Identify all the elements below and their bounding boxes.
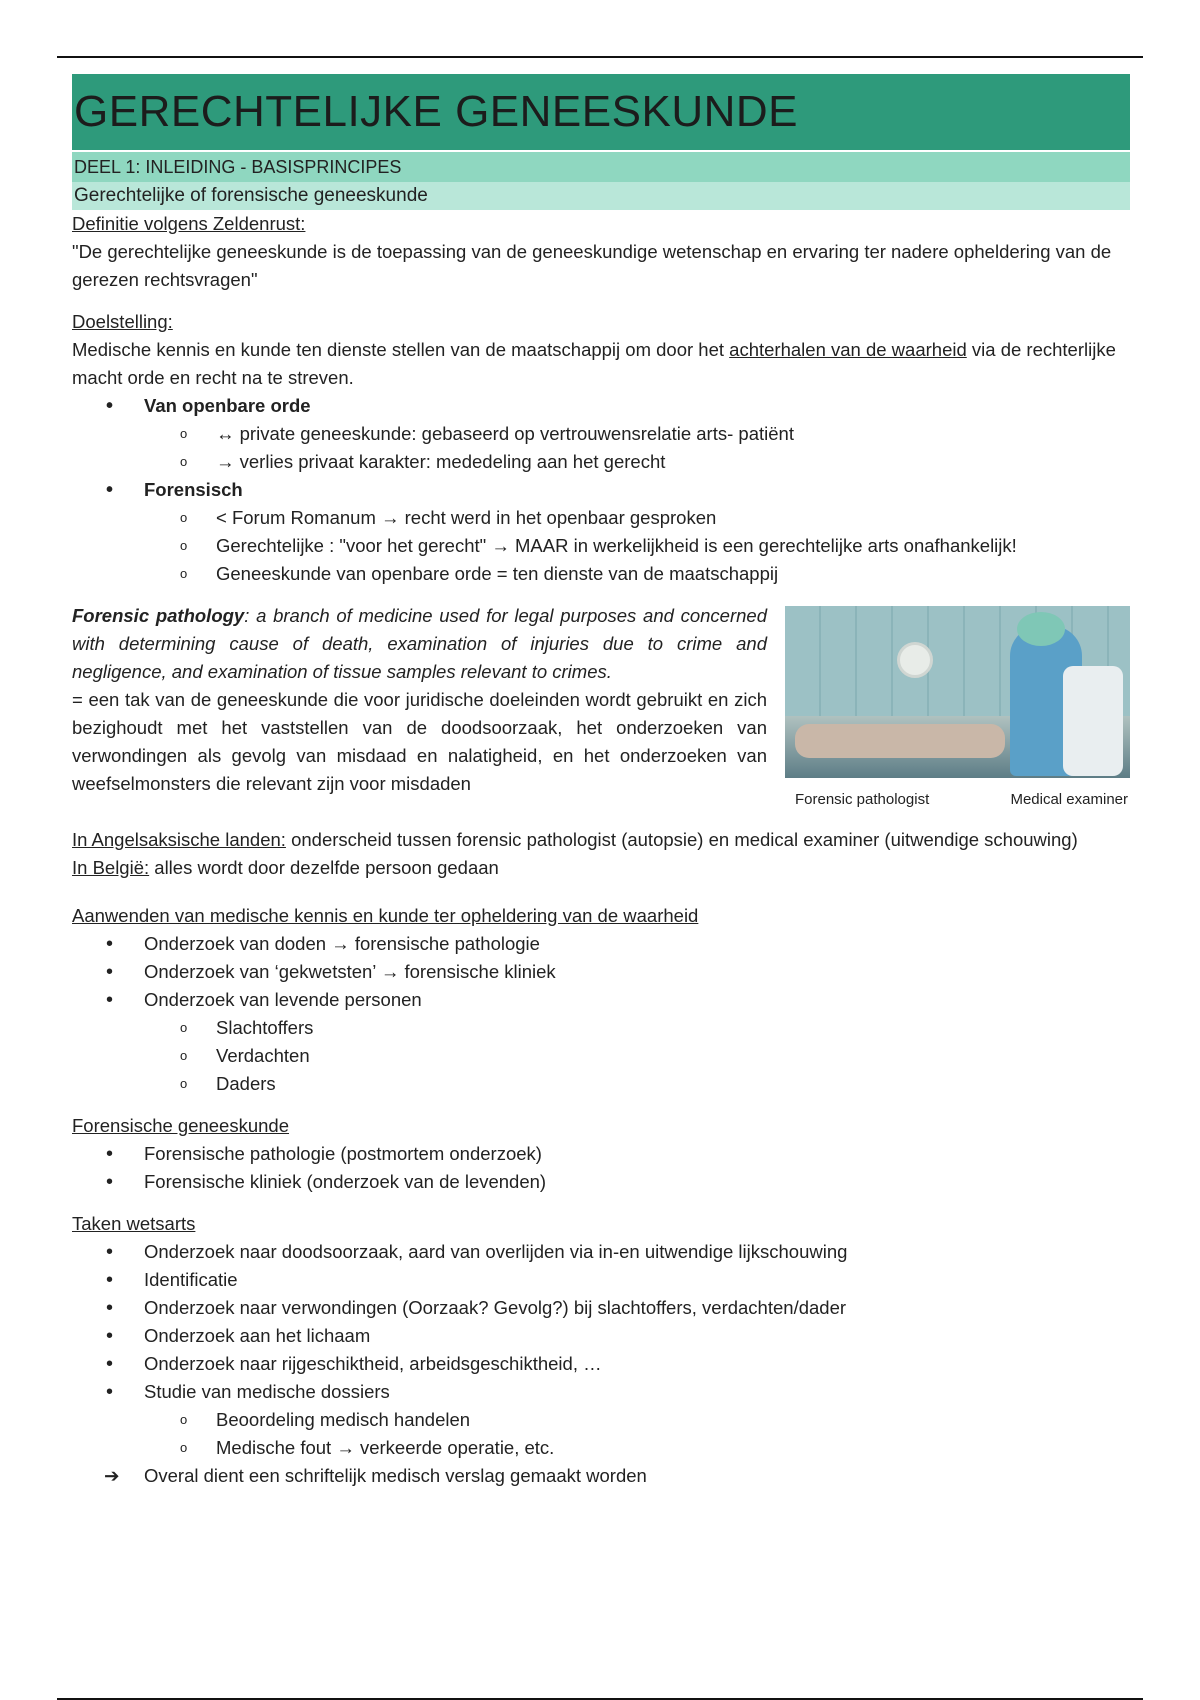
page-title: GERECHTELIJKE GENEESKUNDE xyxy=(72,74,1130,150)
list-subitem: o < Forum Romanum → recht werd in het openbaar gesproken xyxy=(72,504,1130,532)
arrow-icon: ➔ xyxy=(104,1465,120,1486)
list-item: • Onderzoek van levende personen xyxy=(72,986,1130,1014)
list-item: • Forensisch xyxy=(72,476,1130,504)
list-subitem: o Geneeskunde van openbare orde = ten dienste van de maatschappij xyxy=(72,560,1130,588)
top-rule xyxy=(57,56,1143,58)
caption-forensic-pathologist: Forensic pathologist xyxy=(795,791,930,808)
list-subitem: o Daders xyxy=(72,1070,1130,1098)
part-heading: DEEL 1: INLEIDING - BASISPRINCIPES xyxy=(72,152,1130,182)
list-item: • Onderzoek van doden → forensische pathologie xyxy=(72,930,1130,958)
list-subitem: o Verdachten xyxy=(72,1042,1130,1070)
list-item: • Identificatie xyxy=(72,1266,1130,1294)
tasks-list xyxy=(72,1238,1130,1490)
list-item: • Onderzoek naar verwondingen (Oorzaak? Gevolg?) bij slachtoffers, verdachten/dader xyxy=(72,1294,1130,1322)
list-item: • Onderzoek naar rijgeschiktheid, arbeidsgeschiktheid, … xyxy=(72,1350,1130,1378)
section-heading: Gerechtelijke of forensische geneeskunde xyxy=(72,182,1130,210)
goal-text: Medische kennis en kunde ten dienste stellen van de maatschappij om door het achterhalen van de waarheid via de rechterlijke macht orde en recht na te streven. xyxy=(72,339,1116,388)
photo-caption xyxy=(785,778,1130,814)
list-subitem: o Gerechtelijke : "voor het gerecht" → MAAR in werkelijkheid is een gerechtelijke arts onafhankelijk! xyxy=(72,532,1130,560)
conclusion-item: ➔ Overal dient een schriftelijk medisch verslag gemaakt worden xyxy=(72,1462,1130,1490)
caption-medical-examiner: Medical examiner xyxy=(1010,791,1128,808)
apply-heading: Aanwenden van medische kennis en kunde ter opheldering van de waarheid xyxy=(72,905,699,926)
list-item: • Onderzoek aan het lichaam xyxy=(72,1322,1130,1350)
forensic-definition-en: Forensic pathology: a branch of medicine used for legal purposes and concerned with determining cause of death, examination of injuries due to crime and negligence, and examination of tissue samples relevant to crimes. xyxy=(72,605,768,682)
list-item: • Forensische pathologie (postmortem onderzoek) xyxy=(72,1140,1130,1168)
forensic-medicine-heading: Forensische geneeskunde xyxy=(72,1115,290,1136)
list-subitem: o Beoordeling medisch handelen xyxy=(72,1406,1130,1434)
goal-heading: Doelstelling: xyxy=(72,311,173,332)
list-item: • Onderzoek naar doodsoorzaak, aard van overlijden via in-en uitwendige lijkschouwing xyxy=(72,1238,1130,1266)
anglo-saxon-label: In Angelsaksische landen: xyxy=(72,829,286,850)
list-item: • Forensische kliniek (onderzoek van de levenden) xyxy=(72,1168,1130,1196)
anglo-saxon-text: In Angelsaksische landen: onderscheid tussen forensic pathologist (autopsie) en medical examiner (uitwendige schouwing) xyxy=(72,829,1078,850)
list-subitem: o Medische fout → verkeerde operatie, etc. xyxy=(72,1434,1130,1462)
autopsy-figure xyxy=(785,606,1130,814)
goal-underlined: achterhalen van de waarheid xyxy=(729,339,967,360)
definition-text: "De gerechtelijke geneeskunde is de toepassing van de geneeskundige wetenschap en ervaring ter nadere opheldering van de gerezen rechtsvragen" xyxy=(72,241,1112,290)
apply-list xyxy=(72,930,1130,1098)
goal-list xyxy=(72,392,1130,588)
list-item: • Onderzoek van ‘gekwetsten’ → forensische kliniek xyxy=(72,958,1130,986)
forensic-term: Forensic pathology xyxy=(72,605,245,626)
belgium-text: In België: alles wordt door dezelfde persoon gedaan xyxy=(72,857,499,878)
list-subitem: o → verlies privaat karakter: mededeling aan het gerecht xyxy=(72,448,1130,476)
forensic-definition-nl: = een tak van de geneeskunde die voor juridische doeleinden wordt gebruikt en zich bezighoudt met het vaststellen van de doodsoorzaak, het onderzoeken van verwondingen als gevolg van misdaad en nalatigheid, en het onderzoeken van weefselmonsters die relevant zijn voor misdaden xyxy=(72,689,767,794)
list-subitem: o Slachtoffers xyxy=(72,1014,1130,1042)
autopsy-photo xyxy=(785,606,1130,778)
definition-heading: Definitie volgens Zeldenrust: xyxy=(72,213,306,234)
forensic-medicine-list xyxy=(72,1140,1130,1196)
document-page xyxy=(72,74,1130,1490)
list-item: • Van openbare orde xyxy=(72,392,1130,420)
list-item: • Studie van medische dossiers xyxy=(72,1378,1130,1406)
belgium-label: In België: xyxy=(72,857,150,878)
tasks-heading: Taken wetsarts xyxy=(72,1213,196,1234)
list-subitem: o ↔ private geneeskunde: gebaseerd op vertrouwensrelatie arts- patiënt xyxy=(72,420,1130,448)
scale-icon xyxy=(897,642,933,678)
